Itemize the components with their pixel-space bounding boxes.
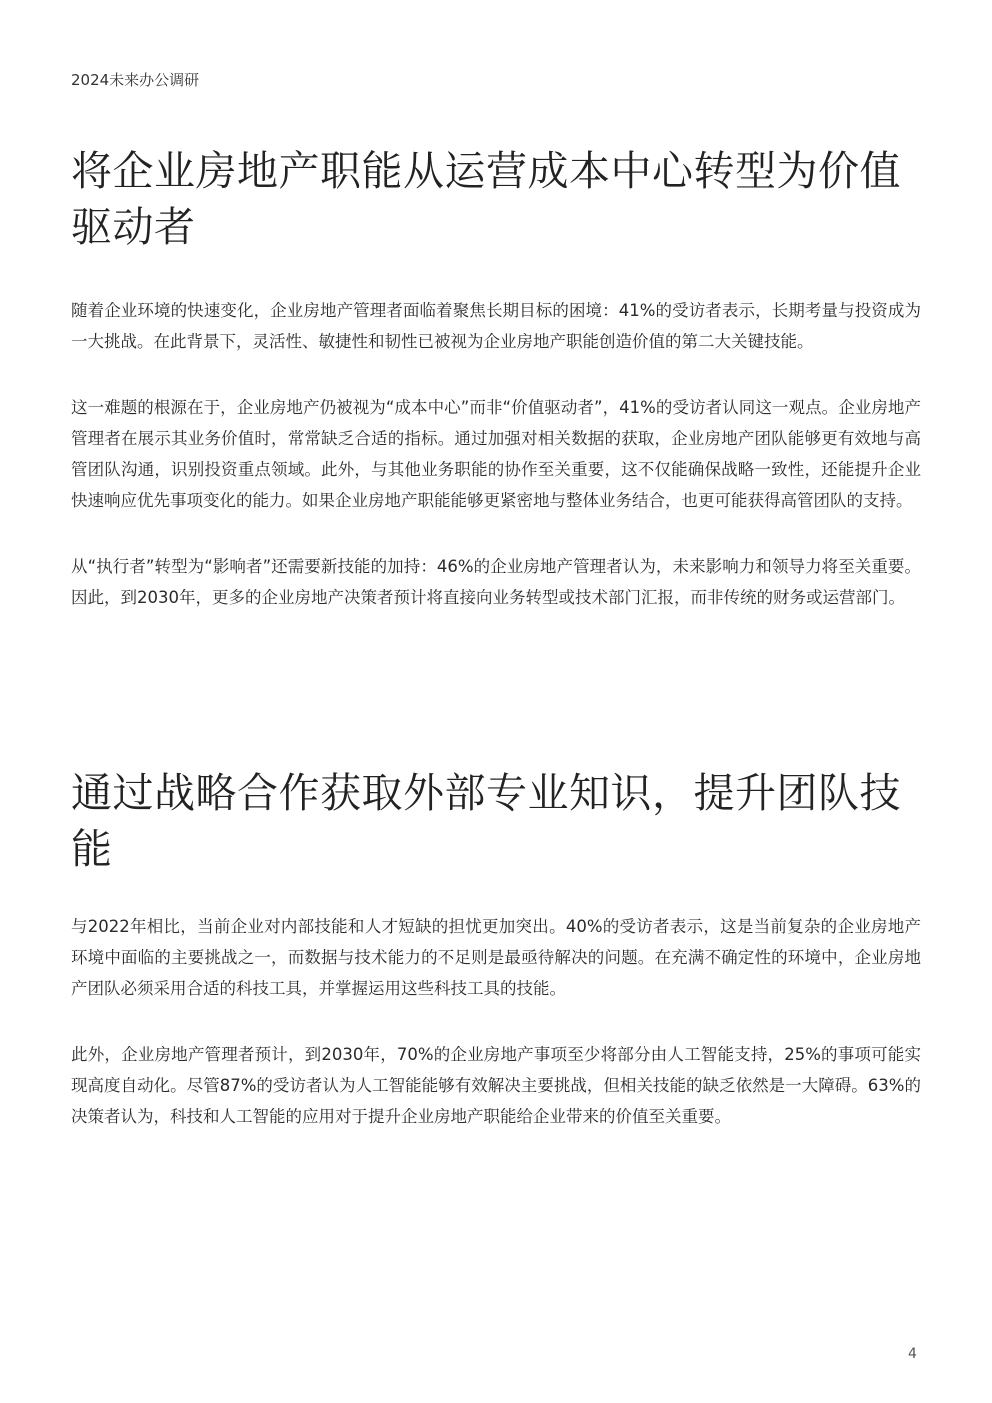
section-heading: 通过战略合作获取外部专业知识，提升团队技能 bbox=[71, 769, 901, 873]
running-header: 2024未来办公调研 bbox=[71, 71, 200, 89]
body-paragraph: 从“执行者”转型为“影响者”还需要新技能的加持：46%的企业房地产管理者认为，未来影响力和领导力将至关重要。因此，到2030年，更多的企业房地产决策者预计将直接向业务转型或技术部门汇报，而非传统的财务或运营部门。 bbox=[71, 557, 921, 607]
section-value-driver bbox=[71, 143, 921, 648]
section-strategic-partnership bbox=[71, 765, 921, 1167]
body-paragraph: 随着企业环境的快速变化，企业房地产管理者面临着聚焦长期目标的困境：41%的受访者表示，长期考量与投资成为一大挑战。在此背景下，灵活性、敏捷性和韧性已被视为企业房地产职能创造价值的第二大关键技能。 bbox=[71, 301, 921, 351]
page-number: 4 bbox=[908, 1346, 917, 1362]
body-paragraph: 这一难题的根源在于，企业房地产仍被视为“成本中心”而非“价值驱动者”，41%的受访者认同这一观点。企业房地产管理者在展示其业务价值时，常常缺乏合适的指标。通过加强对相关数据的获取，企业房地产团队能够更有效地与高管团队沟通，识别投资重点领域。此外，与其他业务职能的协作至关重要，这不仅能确保战略一致性，还能提升企业快速响应优先事项变化的能力。如果企业房地产职能能够更紧密地与整体业务结合，也更可能获得高管团队的支持。 bbox=[71, 398, 921, 510]
body-paragraph: 与2022年相比，当前企业对内部技能和人才短缺的担忧更加突出。40%的受访者表示，这是当前复杂的企业房地产环境中面临的主要挑战之一，而数据与技术能力的不足则是最亟待解决的问题。在充满不确定性的环境中，企业房地产团队必须采用合适的科技工具，并掌握运用这些科技工具的技能。 bbox=[71, 917, 921, 998]
body-paragraph: 此外，企业房地产管理者预计，到2030年，70%的企业房地产事项至少将部分由人工智能支持，25%的事项可能实现高度自动化。尽管87%的受访者认为人工智能能够有效解决主要挑战，但相关技能的缺乏依然是一大障碍。63%的决策者认为，科技和人工智能的应用对于提升企业房地产职能给企业带来的价值至关重要。 bbox=[71, 1045, 921, 1126]
section-heading: 将企业房地产职能从运营成本中心转型为价值驱动者 bbox=[71, 147, 901, 251]
